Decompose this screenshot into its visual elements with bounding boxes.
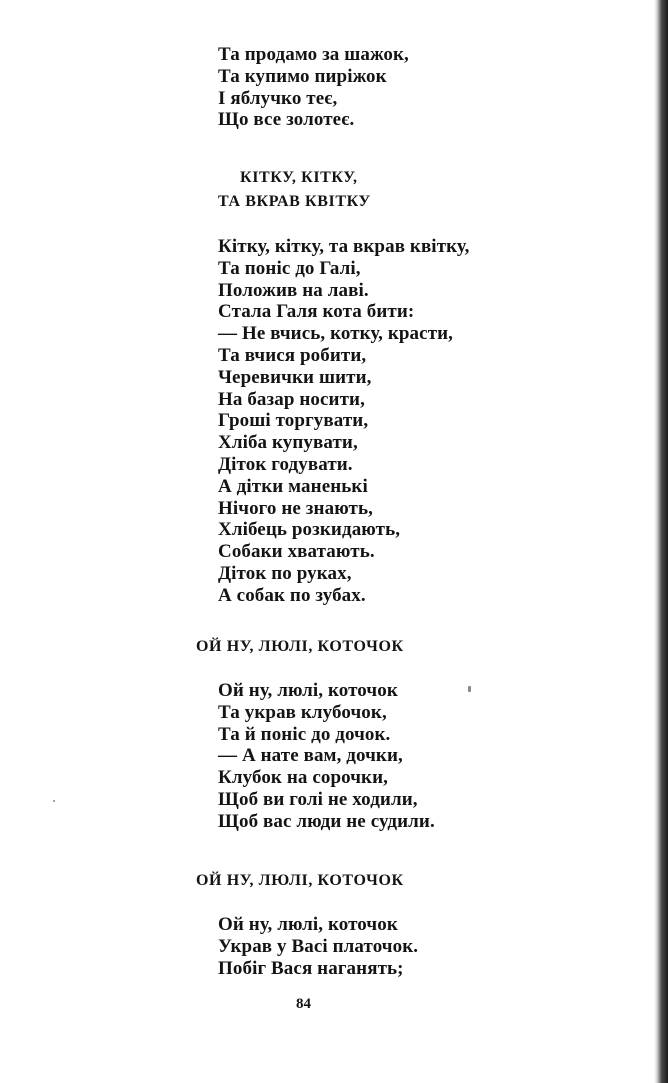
verse-line: Нічого не знають, xyxy=(218,497,373,519)
page-gutter-shadow xyxy=(654,0,668,1083)
stanza-continuation xyxy=(218,44,409,131)
verse-line: Стала Галя кота бити: xyxy=(218,301,415,323)
verse-line: Хліба купувати, xyxy=(218,432,358,454)
verse-line: Собаки хватають. xyxy=(218,541,375,563)
verse-line: Та поніс до Галі, xyxy=(218,257,361,279)
verse-line: А собак по зубах. xyxy=(218,584,366,606)
verse-line: Що все золотеє. xyxy=(218,109,355,131)
verse-line: Щоб ви голі не ходили, xyxy=(218,788,418,810)
poem-title-line: КІТКУ, КІТКУ, xyxy=(240,169,358,186)
verse-line: Та й поніс до дочок. xyxy=(218,723,391,745)
poem-body xyxy=(218,914,418,979)
poem-title xyxy=(196,635,404,659)
scan-speck xyxy=(468,686,471,692)
verse-line: Кітку, кітку, та вкрав квітку, xyxy=(218,236,470,257)
verse-line: Ой ну, люлі, коточок xyxy=(218,680,398,701)
poem-body xyxy=(218,236,469,607)
verse-line: На базар носити, xyxy=(218,388,365,410)
scan-speck xyxy=(53,800,55,802)
verse-line: Діток годувати. xyxy=(218,453,353,475)
verse-line: Та вчися робити, xyxy=(218,344,367,366)
poem-title xyxy=(196,869,404,893)
poem-title-line: ТА ВКРАВ КВІТКУ xyxy=(218,193,371,210)
verse-line: Діток по руках, xyxy=(218,562,352,584)
verse-line: — А нате вам, дочки, xyxy=(218,745,403,767)
verse-line: — Не вчись, котку, красти, xyxy=(218,323,454,345)
poem-title-line: ОЙ НУ, ЛЮЛІ, КОТОЧОК xyxy=(196,872,404,889)
page-number: 84 xyxy=(296,996,311,1012)
verse-line: Хлібець розкидають, xyxy=(218,519,401,541)
verse-line: Ой ну, люлі, коточок xyxy=(218,914,398,935)
verse-line: Украв у Васі платочок. xyxy=(218,935,419,957)
verse-line: Побіг Вася наганять; xyxy=(218,957,404,979)
verse-line: Клубок на сорочки, xyxy=(218,767,388,789)
poem-body xyxy=(218,680,435,833)
verse-line: Та украв клубочок, xyxy=(218,701,387,723)
verse-line: Та продамо за шажок, xyxy=(218,44,409,65)
poem-title-line: ОЙ НУ, ЛЮЛІ, КОТОЧОК xyxy=(196,638,404,655)
verse-line: І яблучко теє, xyxy=(218,87,338,109)
verse-line: Та купимо пиріжок xyxy=(218,65,387,87)
verse-line: Гроші торгувати, xyxy=(218,410,369,432)
verse-line: Щоб вас люди не судили. xyxy=(218,810,435,832)
verse-line: А дітки маненькі xyxy=(218,475,368,497)
poem-title xyxy=(218,166,371,214)
verse-line: Положив на лаві. xyxy=(218,279,369,301)
verse-line: Черевички шити, xyxy=(218,366,372,388)
